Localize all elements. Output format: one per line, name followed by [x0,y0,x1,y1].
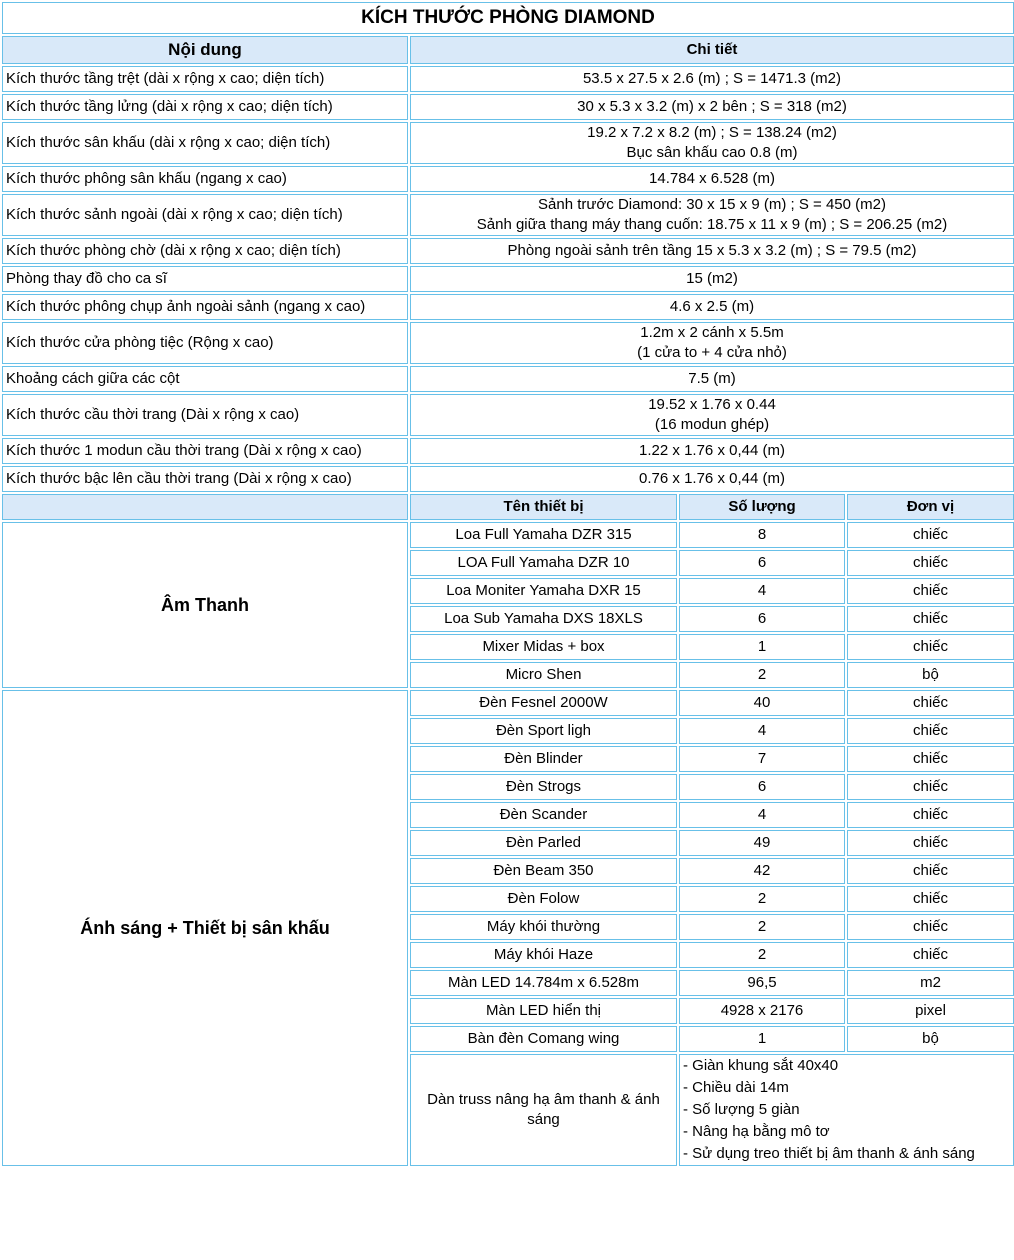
spec-label: Kích thước cầu thời trang (Dài x rộng x cao) [2,394,408,436]
equipment-unit: chiếc [847,606,1014,632]
spec-value [410,394,1014,436]
spec-value-line: 7.5 (m) [688,370,736,387]
header-row [2,36,1014,64]
equipment-unit: chiếc [847,914,1014,940]
truss-detail-line: - Nâng hạ bằng mô tơ [683,1123,830,1140]
equipment-name: Màn LED hiển thị [410,998,677,1024]
equipment-unit: chiếc [847,634,1014,660]
spec-value-line: Phòng ngoài sảnh trên tầng 15 x 5.3 x 3.2 (m) ; S = 79.5 (m2) [507,242,917,259]
equipment-unit: m2 [847,970,1014,996]
equipment-name: Đèn Scander [410,802,677,828]
spec-value-line: 19.2 x 7.2 x 8.2 (m) ; S = 138.24 (m2) [587,124,837,141]
spec-value-line: (16 modun ghép) [654,416,770,433]
equipment-name: Đèn Strogs [410,774,677,800]
equipment-header-name: Tên thiết bị [410,494,677,520]
spec-row [2,438,1014,464]
equipment-qty: 42 [679,858,845,884]
spec-value [410,438,1014,464]
equipment-unit: chiếc [847,578,1014,604]
equipment-qty: 96,5 [679,970,845,996]
page-title: KÍCH THƯỚC PHÒNG DIAMOND [2,2,1014,34]
spec-value-line: 15 (m2) [686,270,738,287]
equipment-unit: chiếc [847,550,1014,576]
equipment-qty: 2 [679,886,845,912]
spec-value-line: 19.52 x 1.76 x 0.44 [648,396,776,413]
equipment-unit: bộ [847,662,1014,688]
header-content: Nội dung [2,36,408,64]
spec-value [410,322,1014,364]
truss-detail-line: - Số lượng 5 giàn [683,1101,800,1118]
equipment-qty: 6 [679,774,845,800]
spec-value [410,94,1014,120]
spec-label: Kích thước 1 modun cầu thời trang (Dài x rộng x cao) [2,438,408,464]
equipment-name: Máy khói Haze [410,942,677,968]
truss-detail-line: - Sử dụng treo thiết bị âm thanh & ánh sáng [683,1145,975,1162]
spec-label: Kích thước tầng trệt (dài x rộng x cao; diện tích) [2,66,408,92]
group-sound: Âm Thanh [2,522,408,688]
spec-value [410,266,1014,292]
equipment-name: LOA Full Yamaha DZR 10 [410,550,677,576]
spec-label: Kích thước cửa phòng tiệc (Rộng x cao) [2,322,408,364]
spec-row [2,466,1014,492]
spec-row [2,366,1014,392]
truss-details [679,1054,1014,1166]
equipment-qty: 1 [679,1026,845,1052]
spec-value-line: 14.784 x 6.528 (m) [649,170,775,187]
equipment-unit: chiếc [847,690,1014,716]
equipment-name: Đèn Beam 350 [410,858,677,884]
equipment-name: Đèn Sport ligh [410,718,677,744]
spec-row [2,94,1014,120]
equipment-name: Đèn Blinder [410,746,677,772]
spec-value-line: 1.22 x 1.76 x 0,44 (m) [639,442,785,459]
spec-value-line: (1 cửa to + 4 cửa nhỏ) [637,344,787,361]
equipment-qty: 8 [679,522,845,548]
equipment-qty: 6 [679,606,845,632]
equipment-qty: 4928 x 2176 [679,998,845,1024]
title-row [2,2,1014,34]
equipment-name: Máy khói thường [410,914,677,940]
equipment-name: Loa Full Yamaha DZR 315 [410,522,677,548]
equipment-qty: 2 [679,914,845,940]
equipment-qty: 2 [679,662,845,688]
spec-label: Kích thước sảnh ngoài (dài x rộng x cao; diện tích) [2,194,408,236]
equipment-qty: 4 [679,578,845,604]
equipment-unit: pixel [847,998,1014,1024]
equipment-name: Micro Shen [410,662,677,688]
equipment-row [2,690,1014,716]
equipment-name: Màn LED 14.784m x 6.528m [410,970,677,996]
spec-row [2,166,1014,192]
equipment-row [2,522,1014,548]
equipment-header-blank [2,494,408,520]
spec-label: Kích thước tầng lửng (dài x rộng x cao; diện tích) [2,94,408,120]
spec-row [2,294,1014,320]
equipment-qty: 1 [679,634,845,660]
spec-row [2,66,1014,92]
spec-value-line: 1.2m x 2 cánh x 5.5m [640,324,784,341]
spec-row [2,122,1014,164]
truss-name-line: Dàn truss nâng hạ âm thanh & ánh [427,1091,660,1108]
equipment-header-qty: Số lượng [679,494,845,520]
spec-value-line: 4.6 x 2.5 (m) [669,298,755,315]
spec-value [410,66,1014,92]
spec-value-line: 53.5 x 27.5 x 2.6 (m) ; S = 1471.3 (m2) [582,70,842,87]
equipment-unit: chiếc [847,746,1014,772]
equipment-unit: chiếc [847,802,1014,828]
spec-value [410,122,1014,164]
equipment-unit: chiếc [847,774,1014,800]
spec-label: Kích thước phông chụp ảnh ngoài sảnh (ngang x cao) [2,294,408,320]
spec-value-line: 30 x 5.3 x 3.2 (m) x 2 bên ; S = 318 (m2) [577,98,847,115]
equipment-name: Đèn Parled [410,830,677,856]
spec-label: Kích thước phông sân khấu (ngang x cao) [2,166,408,192]
truss-detail-line: - Giàn khung sắt 40x40 [683,1057,839,1074]
equipment-unit: chiếc [847,858,1014,884]
spec-value [410,166,1014,192]
spec-label: Phòng thay đồ cho ca sĩ [2,266,408,292]
spec-row [2,394,1014,436]
equipment-qty: 6 [679,550,845,576]
equipment-name: Mixer Midas + box [410,634,677,660]
truss-name [410,1054,677,1166]
spec-value-line: Bục sân khấu cao 0.8 (m) [626,144,798,161]
equipment-unit: chiếc [847,830,1014,856]
spec-value-line: Sảnh trước Diamond: 30 x 15 x 9 (m) ; S = 450 (m2) [538,196,886,213]
equipment-unit: chiếc [847,718,1014,744]
spec-value-line: Sảnh giữa thang máy thang cuốn: 18.75 x 11 x 9 (m) ; S = 206.25 (m2) [476,216,948,233]
spec-row [2,238,1014,264]
header-detail: Chi tiết [410,36,1014,64]
equipment-name: Loa Sub Yamaha DXS 18XLS [410,606,677,632]
spec-label: Kích thước bậc lên cầu thời trang (Dài x rộng x cao) [2,466,408,492]
equipment-unit: chiếc [847,942,1014,968]
equipment-header-unit: Đơn vị [847,494,1014,520]
equipment-name: Đèn Folow [410,886,677,912]
equipment-qty: 4 [679,718,845,744]
spec-row [2,322,1014,364]
equipment-header-row [2,494,1014,520]
equipment-unit: chiếc [847,522,1014,548]
truss-detail-line: - Chiều dài 14m [683,1079,789,1096]
equipment-qty: 4 [679,802,845,828]
spec-row [2,266,1014,292]
equipment-name: Loa Moniter Yamaha DXR 15 [410,578,677,604]
spec-value [410,238,1014,264]
spec-value [410,194,1014,236]
equipment-qty: 7 [679,746,845,772]
equipment-qty: 40 [679,690,845,716]
spec-label: Khoảng cách giữa các cột [2,366,408,392]
spec-value [410,466,1014,492]
spec-value-line: 0.76 x 1.76 x 0,44 (m) [639,470,785,487]
equipment-unit: chiếc [847,886,1014,912]
spec-value [410,366,1014,392]
spec-label: Kích thước phòng chờ (dài x rộng x cao; diện tích) [2,238,408,264]
spec-value [410,294,1014,320]
equipment-name: Đèn Fesnel 2000W [410,690,677,716]
spec-label: Kích thước sân khấu (dài x rộng x cao; diện tích) [2,122,408,164]
equipment-unit: bộ [847,1026,1014,1052]
truss-name-line: sáng [527,1111,560,1128]
group-lighting: Ánh sáng + Thiết bị sân khấu [2,690,408,1166]
spec-row [2,194,1014,236]
equipment-qty: 49 [679,830,845,856]
equipment-qty: 2 [679,942,845,968]
equipment-name: Bàn đèn Comang wing [410,1026,677,1052]
